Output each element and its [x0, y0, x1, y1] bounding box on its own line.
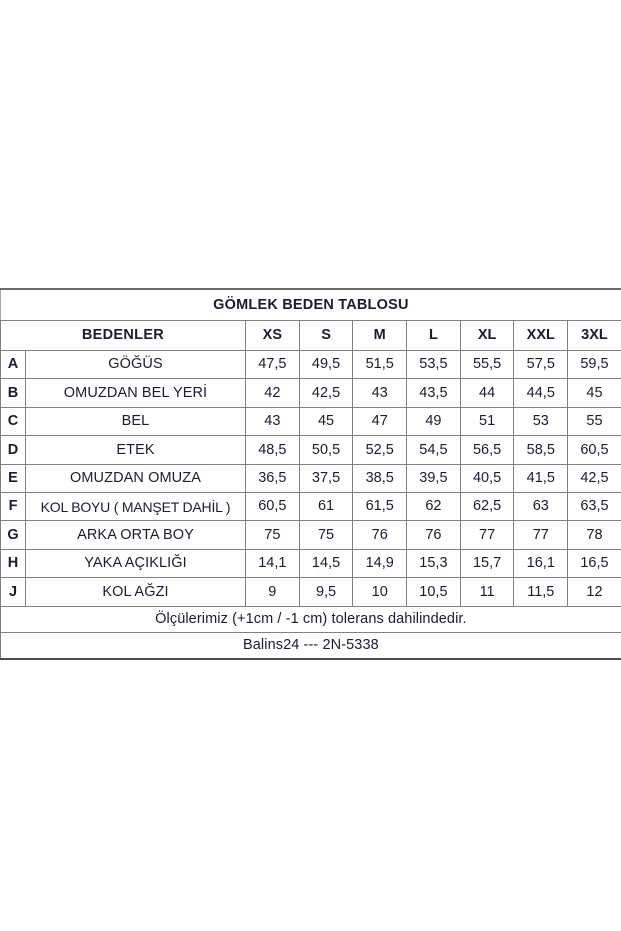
table-row: [1, 464, 621, 492]
measure-value: 43: [353, 379, 407, 407]
measure-value: 11,5: [514, 578, 568, 606]
measure-value: 63,5: [568, 492, 621, 520]
column-header-3xl: 3XL: [568, 321, 621, 351]
row-label: KOL AĞZI: [26, 578, 246, 606]
table-row: [1, 492, 621, 520]
measure-value: 53,5: [407, 351, 461, 379]
measure-value: 77: [460, 521, 514, 549]
measure-value: 15,3: [407, 549, 461, 577]
measure-value: 48,5: [246, 436, 300, 464]
measure-value: 75: [299, 521, 353, 549]
measure-value: 45: [299, 407, 353, 435]
size-chart-container: [0, 288, 621, 660]
table-row: [1, 521, 621, 549]
row-letter: B: [1, 379, 26, 407]
measure-value: 42: [246, 379, 300, 407]
measure-value: 55: [568, 407, 621, 435]
table-row: [1, 407, 621, 435]
row-letter: H: [1, 549, 26, 577]
measure-value: 51,5: [353, 351, 407, 379]
table-row: [1, 379, 621, 407]
measure-value: 9,5: [299, 578, 353, 606]
measure-value: 76: [407, 521, 461, 549]
product-code: Balins24 --- 2N-5338: [1, 632, 621, 659]
row-label: ETEK: [26, 436, 246, 464]
measure-value: 36,5: [246, 464, 300, 492]
measure-value: 47,5: [246, 351, 300, 379]
table-row: [1, 549, 621, 577]
measure-value: 60,5: [568, 436, 621, 464]
measure-value: 43: [246, 407, 300, 435]
measure-value: 63: [514, 492, 568, 520]
row-letter: D: [1, 436, 26, 464]
row-letter: F: [1, 492, 26, 520]
measure-value: 37,5: [299, 464, 353, 492]
measure-value: 10: [353, 578, 407, 606]
row-label: OMUZDAN BEL YERİ: [26, 379, 246, 407]
measure-value: 41,5: [514, 464, 568, 492]
row-letter: E: [1, 464, 26, 492]
measure-value: 15,7: [460, 549, 514, 577]
column-header-l: L: [407, 321, 461, 351]
measure-value: 61,5: [353, 492, 407, 520]
measure-value: 75: [246, 521, 300, 549]
measure-value: 44,5: [514, 379, 568, 407]
measure-value: 11: [460, 578, 514, 606]
column-header-m: M: [353, 321, 407, 351]
measure-value: 52,5: [353, 436, 407, 464]
row-label: KOL BOYU ( MANŞET DAHİL ): [26, 492, 246, 520]
product-code-row: [1, 632, 621, 659]
measure-value: 40,5: [460, 464, 514, 492]
measure-value: 47: [353, 407, 407, 435]
measure-value: 14,5: [299, 549, 353, 577]
measure-value: 53: [514, 407, 568, 435]
column-header-xs: XS: [246, 321, 300, 351]
row-letter: J: [1, 578, 26, 606]
row-letter: C: [1, 407, 26, 435]
measure-value: 76: [353, 521, 407, 549]
measure-value: 62: [407, 492, 461, 520]
measure-value: 45: [568, 379, 621, 407]
table-row: [1, 436, 621, 464]
measure-value: 49,5: [299, 351, 353, 379]
header-row: [1, 321, 621, 351]
column-header-xl: XL: [460, 321, 514, 351]
chart-title: GÖMLEK BEDEN TABLOSU: [1, 289, 621, 321]
measure-value: 16,1: [514, 549, 568, 577]
measure-value: 42,5: [568, 464, 621, 492]
measure-value: 56,5: [460, 436, 514, 464]
row-label: ARKA ORTA BOY: [26, 521, 246, 549]
measure-value: 60,5: [246, 492, 300, 520]
column-header-xxl: XXL: [514, 321, 568, 351]
column-header-s: S: [299, 321, 353, 351]
table-row: [1, 578, 621, 606]
measure-value: 78: [568, 521, 621, 549]
measure-value: 58,5: [514, 436, 568, 464]
measure-value: 9: [246, 578, 300, 606]
table-row: [1, 351, 621, 379]
measure-value: 62,5: [460, 492, 514, 520]
measure-value: 38,5: [353, 464, 407, 492]
measure-value: 14,9: [353, 549, 407, 577]
measure-value: 43,5: [407, 379, 461, 407]
column-header-bedenler: BEDENLER: [1, 321, 246, 351]
measure-value: 39,5: [407, 464, 461, 492]
measure-value: 50,5: [299, 436, 353, 464]
measure-value: 77: [514, 521, 568, 549]
measure-value: 10,5: [407, 578, 461, 606]
measure-value: 51: [460, 407, 514, 435]
measure-value: 14,1: [246, 549, 300, 577]
measure-value: 16,5: [568, 549, 621, 577]
measure-value: 59,5: [568, 351, 621, 379]
measure-value: 42,5: [299, 379, 353, 407]
measure-value: 57,5: [514, 351, 568, 379]
measure-value: 49: [407, 407, 461, 435]
tolerance-note: Ölçülerimiz (+1cm / -1 cm) tolerans dahilindedir.: [1, 606, 621, 632]
measure-value: 61: [299, 492, 353, 520]
measure-value: 55,5: [460, 351, 514, 379]
row-label: OMUZDAN OMUZA: [26, 464, 246, 492]
tolerance-note-row: [1, 606, 621, 632]
row-label: GÖĞÜS: [26, 351, 246, 379]
row-label: BEL: [26, 407, 246, 435]
size-chart-table: [0, 288, 621, 660]
measure-value: 54,5: [407, 436, 461, 464]
measure-value: 12: [568, 578, 621, 606]
size-chart-body: [1, 289, 621, 659]
row-letter: A: [1, 351, 26, 379]
measure-value: 44: [460, 379, 514, 407]
row-label: YAKA AÇIKLIĞI: [26, 549, 246, 577]
row-letter: G: [1, 521, 26, 549]
title-row: [1, 289, 621, 321]
